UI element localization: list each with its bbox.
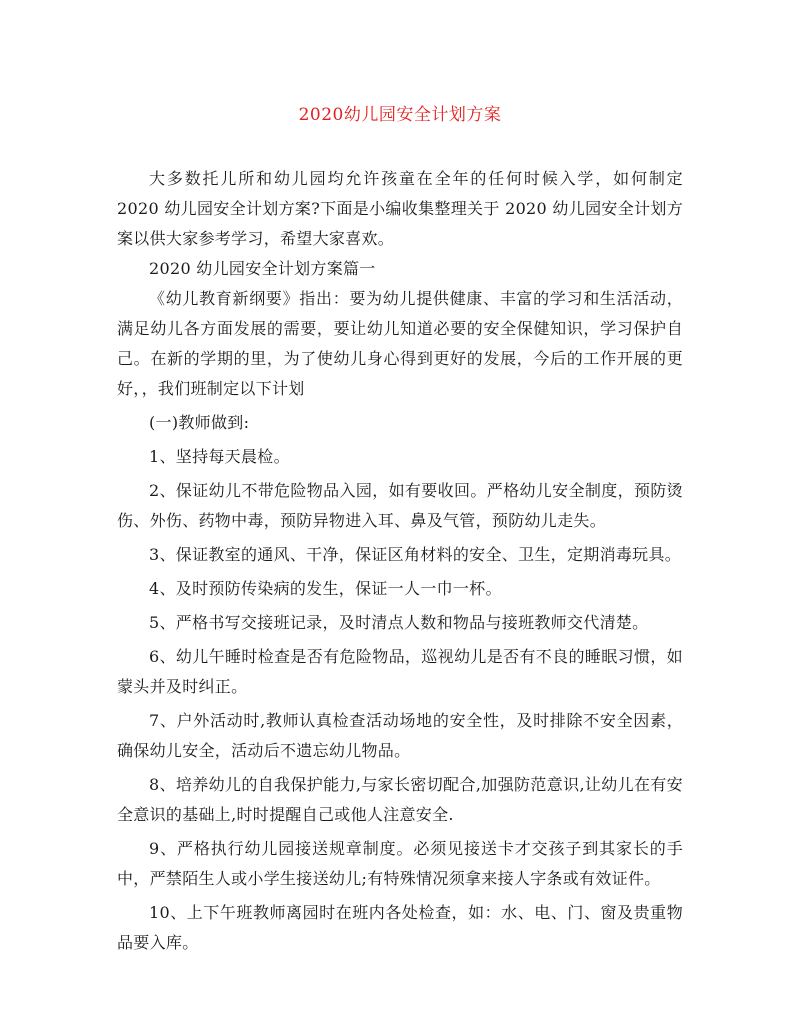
list-item-4: 4、及时预防传染病的发生，保证一人一巾一杯。 [149,579,502,598]
list-item-2: 2、保证幼儿不带危险物品入园，如有要收回。严格幼儿安全制度，预防烫伤、外伤、药物中毒，预防异物进入耳、鼻及气管，预防幼儿走失。 [117,481,683,530]
paragraph-intro: 大多数托儿所和幼儿园均允许孩童在全年的任何时候入学，如何制定 2020 幼儿园安全计划方案?下面是小编收集整理关于 2020 幼儿园安全计划方案以供大家参考学习，希望大家喜欢。 [117,169,683,248]
list-item-7: 7、户外活动时,教师认真检查活动场地的安全性，及时排除不安全因素，确保幼儿安全，活动后不遗忘幼儿物品。 [117,711,683,760]
document-body [117,164,683,958]
list-item-5: 5、严格书写交接班记录，及时清点人数和物品与接班教师交代清楚。 [149,613,649,632]
paragraph-guideline: 《幼儿教育新纲要》指出：要为幼儿提供健康、丰富的学习和生活活动，满足幼儿各方面发展的需要，要让幼儿知道必要的安全保健知识，学习保护自己。在新的学期的里，为了使幼儿身心得到更好的发展，今后的工作开展的更好，，我们班制定以下计划 [117,289,683,398]
list-item-6: 6、幼儿午睡时检查是否有危险物品，巡视幼儿是否有不良的睡眠习惯，如蒙头并及时纠正。 [117,647,683,696]
list-item-10: 10、上下午班教师离园时在班内各处检查，如：水、电、门、窗及贵重物品要入库。 [117,903,683,952]
document-title: 2020幼儿园安全计划方案 [298,105,502,125]
list-item-3: 3、保证教室的通风、干净，保证区角材料的安全、卫生，定期消毒玩具。 [149,545,682,564]
list-item-1: 1、坚持每天晨检。 [149,447,290,466]
list-item-9: 9、严格执行幼儿园接送规章制度。必须见接送卡才交孩子到其家长的手中，严禁陌生人或小学生接送幼儿;有特殊情况须拿来接人字条或有效证件。 [117,839,683,888]
paragraph-section-heading: 2020 幼儿园安全计划方案篇一 [149,259,376,278]
paragraph-teacher-heading: (一)教师做到: [149,413,250,432]
list-item-8: 8、培养幼儿的自我保护能力,与家长密切配合,加强防范意识,让幼儿在有安全意识的基础上,时时提醒自己或他人注意安全. [117,775,683,824]
